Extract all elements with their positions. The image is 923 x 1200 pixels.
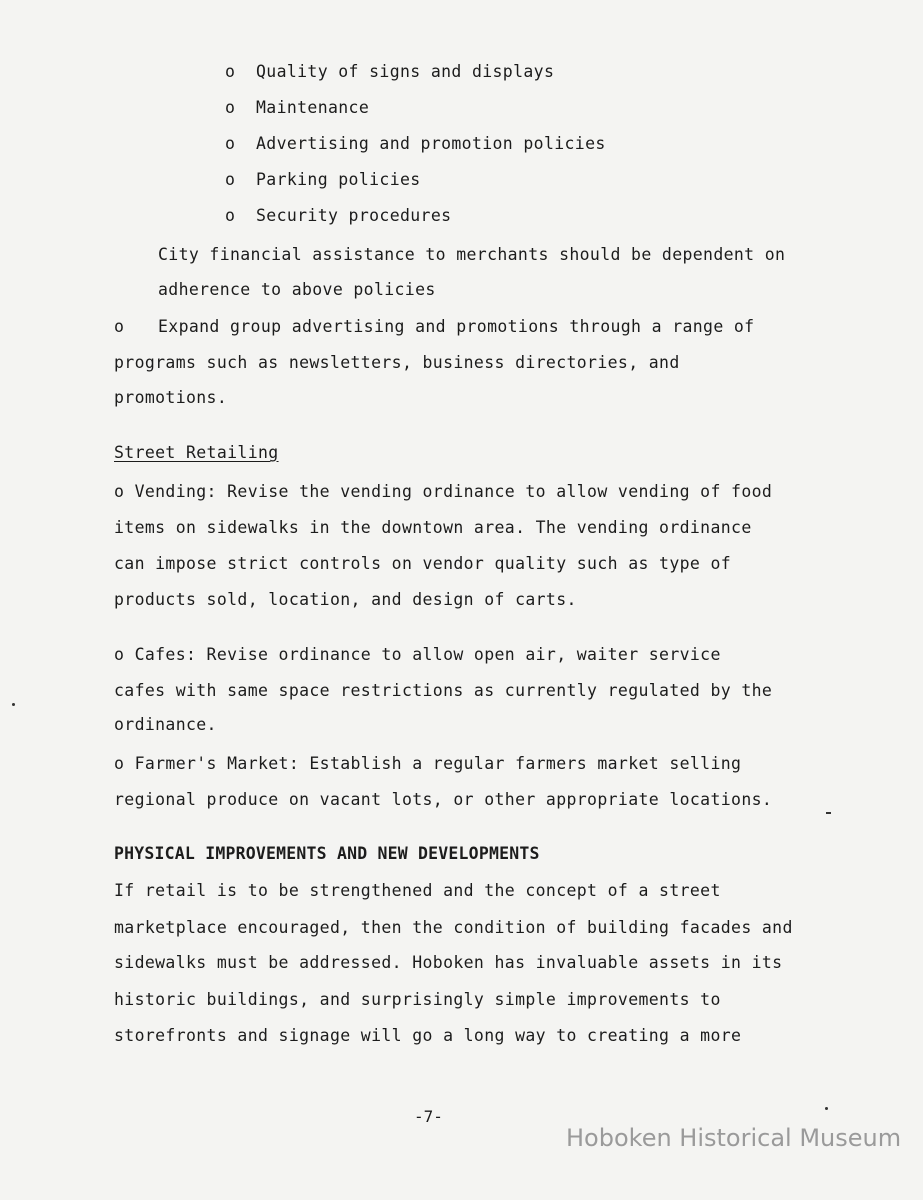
scan-speck	[12, 703, 15, 706]
bullet-marker: o	[225, 134, 235, 153]
vending-line-2: items on sidewalks in the downtown area. The vending ordinance	[114, 518, 752, 537]
bullet-text-parking-policies: Parking policies	[256, 170, 421, 189]
bullet-marker: o	[225, 62, 235, 81]
bullet-marker: o	[225, 170, 235, 189]
vending-line-4: products sold, location, and design of carts.	[114, 590, 577, 609]
vending-line-1: o Vending: Revise the vending ordinance to allow vending of food	[114, 482, 773, 501]
bullet-text-advertising-policies: Advertising and promotion policies	[256, 134, 606, 153]
street-retailing-heading: Street Retailing	[114, 443, 279, 462]
physical-line-5: storefronts and signage will go a long way to creating a more	[114, 1026, 742, 1045]
bullet-marker: o	[225, 206, 235, 225]
vending-line-3: can impose strict controls on vendor quality such as type of	[114, 554, 732, 573]
physical-line-3: sidewalks must be addressed. Hoboken has invaluable assets in its	[114, 953, 783, 972]
physical-line-4: historic buildings, and surprisingly simple improvements to	[114, 990, 721, 1009]
page-number: -7-	[414, 1107, 443, 1126]
advertising-line-3: promotions.	[114, 388, 228, 407]
scan-speck	[825, 1107, 828, 1110]
physical-improvements-heading: PHYSICAL IMPROVEMENTS AND NEW DEVELOPMENTS	[114, 844, 540, 863]
assistance-line-2: adherence to above policies	[158, 280, 436, 299]
assistance-line-1: City financial assistance to merchants should be dependent on	[158, 245, 786, 264]
cafes-line-3: ordinance.	[114, 715, 217, 734]
museum-watermark: Hoboken Historical Museum	[566, 1124, 902, 1152]
cafes-line-1: o Cafes: Revise ordinance to allow open air, waiter service	[114, 645, 721, 664]
physical-line-2: marketplace encouraged, then the condition of building facades and	[114, 918, 793, 937]
farmers-market-line-1: o Farmer's Market: Establish a regular farmers market selling	[114, 754, 742, 773]
bullet-text-maintenance: Maintenance	[256, 98, 370, 117]
farmers-market-line-2: regional produce on vacant lots, or other appropriate locations.	[114, 790, 773, 809]
cafes-line-2: cafes with same space restrictions as currently regulated by the	[114, 681, 773, 700]
advertising-line-1: Expand group advertising and promotions through a range of	[158, 317, 755, 336]
bullet-marker: o	[114, 317, 124, 336]
physical-line-1: If retail is to be strengthened and the concept of a street	[114, 881, 721, 900]
bullet-marker: o	[225, 98, 235, 117]
scan-speck	[826, 812, 831, 814]
bullet-text-quality-signs: Quality of signs and displays	[256, 62, 555, 81]
advertising-line-2: programs such as newsletters, business directories, and	[114, 353, 680, 372]
bullet-text-security-procedures: Security procedures	[256, 206, 452, 225]
